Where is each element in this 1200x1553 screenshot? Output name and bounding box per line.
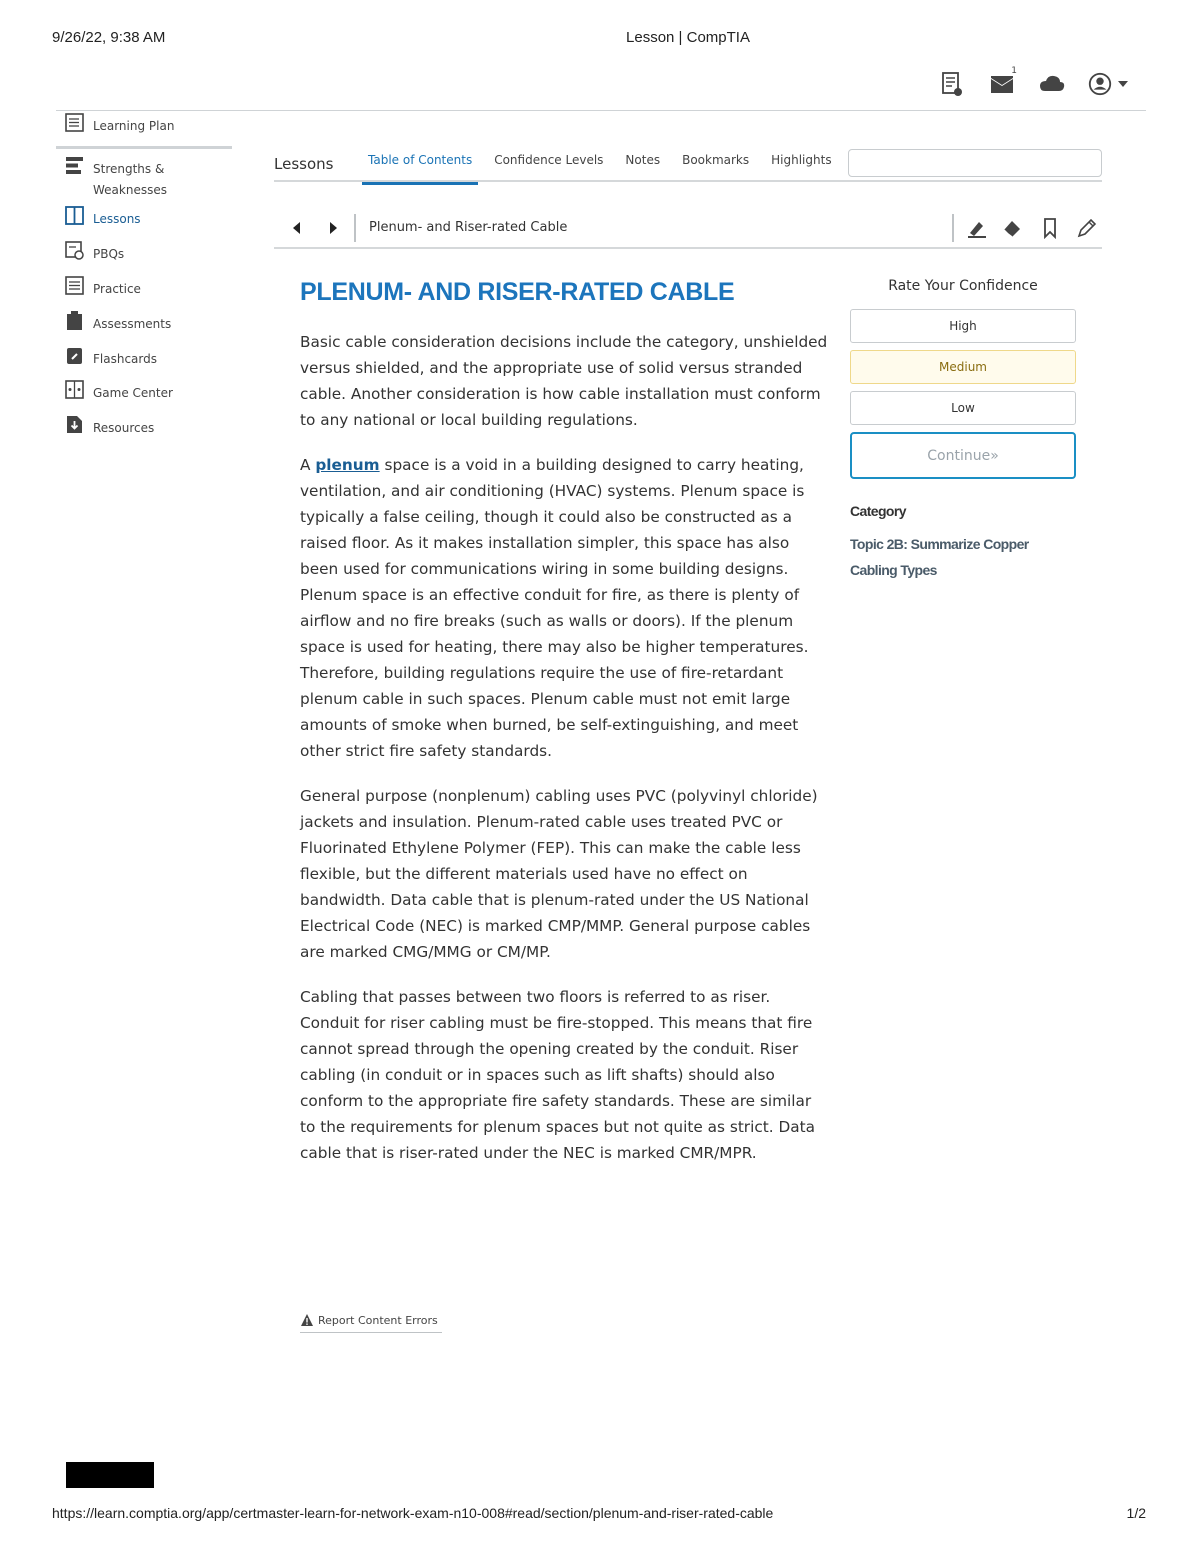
- note-tool[interactable]: [1074, 215, 1100, 241]
- sidebar-item-label: Flashcards: [93, 352, 157, 366]
- sidebar-item-practice[interactable]: [56, 275, 232, 300]
- print-page-number: 1/2: [1126, 1505, 1146, 1521]
- nav-divider-line: [274, 247, 1102, 249]
- tab-table-of-contents[interactable]: Table of Contents: [362, 150, 478, 185]
- article-paragraph: Basic cable consideration decisions include the category, unshielded versus shielded, and the appropriate use of solid versus stranded cable. Another consideration is how cable installation must conform to any national or local building regulations.: [300, 333, 828, 429]
- sidebar-item-resources[interactable]: [56, 414, 232, 439]
- print-page-title: Lesson | CompTIA: [626, 29, 750, 46]
- continue-button[interactable]: [850, 432, 1076, 479]
- pencil-icon: [1076, 217, 1098, 239]
- confidence-high-button[interactable]: High: [850, 309, 1076, 343]
- sidebar-item-label: Lessons: [93, 212, 141, 226]
- print-datetime: 9/26/22, 9:38 AM: [52, 29, 166, 46]
- confidence-low-button[interactable]: Low: [850, 391, 1076, 425]
- cloud-icon[interactable]: [1034, 66, 1070, 102]
- section-title: Lessons: [274, 155, 334, 173]
- warning-icon: [300, 1313, 314, 1327]
- highlight-tool[interactable]: [964, 215, 990, 241]
- book-icon: [64, 205, 85, 226]
- clipboard-icon: [64, 310, 85, 331]
- paragraph-text: space is a void in a building designed to carry heating, ventilation, and air conditioning (HVAC) systems. Plenum space is typically a false ceiling, though it could also be constructed as a raised floor. As it makes installation simpler, this space has also been used for communications wiring in some building designs. Plenum space is an effective conduit for fire, as there is plenty of airflow and no fire breaks (such as walls or doors). If the plenum space is used for heating, there may also be higher temperatures. Therefore, building regulations require the use of fire-retardant plenum cable in such spaces. Plenum cable must not emit large amounts of smoke when burned, be self-extinguishing, and meet other strict fire safety standards.: [300, 456, 809, 760]
- flashcard-icon: [64, 345, 85, 366]
- confidence-medium-button[interactable]: Medium: [850, 350, 1076, 384]
- tab-bookmarks[interactable]: Bookmarks: [682, 153, 750, 167]
- print-url: https://learn.comptia.org/app/certmaster-learn-for-network-exam-n10-008#read/section/plenum-and-riser-rated-cable: [52, 1505, 774, 1521]
- article-paragraph: Cabling that passes between two floors is referred to as riser. Conduit for riser cabling must be fire-stopped. This means that fire cannot spread through the opening created by the conduit. Riser cabling (in conduit or in spaces such as lift shafts) should also conform to the appropriate fire safety standards. These are similar to the requirements for plenum spaces but not quite as strict. Data cable that is riser-rated under the NEC is marked CMR/MPR.: [300, 988, 816, 1162]
- bookmark-tool[interactable]: [1037, 215, 1063, 241]
- lesson-article: [300, 278, 828, 1185]
- print-footer: [0, 1505, 1200, 1525]
- nav-divider: [952, 214, 954, 242]
- redaction-block: [66, 1462, 154, 1488]
- toolbar-divider: [56, 110, 1146, 111]
- tabs-divider: [274, 180, 1102, 182]
- sidebar-item-flashcards[interactable]: [56, 345, 232, 370]
- sidebar: [56, 112, 232, 439]
- learning-plan-icon: [64, 112, 85, 133]
- sidebar-item-pbqs[interactable]: [56, 240, 232, 265]
- pbq-icon: [64, 240, 85, 261]
- strengths-icon: [64, 155, 85, 176]
- article-paragraph: [300, 452, 828, 764]
- page-title: PLENUM- AND RISER-RATED CABLE: [300, 278, 735, 306]
- current-section-name: Plenum- and Riser-rated Cable: [369, 220, 568, 235]
- bookmark-icon: [1039, 217, 1061, 239]
- eraser-tool[interactable]: [999, 215, 1025, 241]
- sidebar-item-label: PBQs: [93, 247, 125, 261]
- highlighter-icon: [966, 217, 988, 239]
- search-input[interactable]: [848, 149, 1102, 177]
- sidebar-item-strengths[interactable]: [56, 155, 232, 201]
- confidence-title: Rate Your Confidence: [888, 278, 1038, 294]
- game-icon: [64, 379, 85, 400]
- article-paragraph: General purpose (nonplenum) cabling uses PVC (polyvinyl chloride) jackets and insulation. Plenum-rated cable uses treated PVC or Fluorinated Ethylene Polymer (FEP). This can make the cable less flexible, but the different materials used have no effect on bandwidth. Data cable that is plenum-rated under the US National Electrical Code (NEC) is marked CMP/MMP. General purpose cables are marked CMG/MMG or CM/MP.: [300, 787, 818, 961]
- nav-divider: [354, 214, 356, 242]
- sidebar-item-lessons[interactable]: [56, 205, 232, 230]
- tab-notes[interactable]: Notes: [625, 153, 661, 167]
- continue-label: Continue: [927, 447, 991, 464]
- lesson-nav: [274, 212, 1102, 246]
- tab-highlights[interactable]: Highlights: [771, 153, 832, 167]
- sidebar-item-label: Learning Plan: [93, 119, 175, 133]
- eraser-icon: [1001, 217, 1023, 239]
- download-icon: [64, 414, 85, 435]
- confidence-panel: [850, 278, 1076, 583]
- category-value[interactable]: Topic 2B: Summarize Copper Cabling Types: [850, 536, 1029, 578]
- sidebar-item-label: Assessments: [93, 317, 172, 331]
- next-button[interactable]: [324, 217, 344, 239]
- sidebar-item-learning-plan[interactable]: [56, 112, 232, 137]
- caret-down-icon: [1117, 78, 1129, 90]
- arrow-right-icon: [329, 221, 339, 235]
- report-card-icon[interactable]: [934, 66, 970, 102]
- top-toolbar: [934, 66, 1132, 102]
- tab-confidence-levels[interactable]: Confidence Levels: [494, 153, 604, 167]
- sidebar-item-game-center[interactable]: [56, 379, 232, 404]
- category-label: Category: [850, 503, 906, 519]
- mail-icon[interactable]: [984, 66, 1020, 102]
- user-icon[interactable]: [1084, 66, 1132, 102]
- report-content-errors-link[interactable]: [300, 1313, 442, 1333]
- paragraph-text: A: [300, 456, 316, 474]
- notification-count: 1: [1011, 66, 1017, 76]
- sidebar-item-label: Strengths & Weaknesses: [93, 162, 167, 197]
- double-chevron-right-icon: »: [990, 447, 999, 464]
- sidebar-item-label: Resources: [93, 421, 155, 435]
- sidebar-item-assessments[interactable]: [56, 310, 232, 335]
- glossary-link-plenum[interactable]: plenum: [315, 456, 380, 474]
- sidebar-item-label: Practice: [93, 282, 141, 296]
- practice-icon: [64, 275, 85, 296]
- print-header: [0, 29, 1200, 49]
- sidebar-divider: [56, 146, 232, 149]
- sidebar-item-label: Game Center: [93, 386, 173, 400]
- report-label: Report Content Errors: [318, 1313, 438, 1327]
- arrow-left-icon: [291, 221, 301, 235]
- previous-button[interactable]: [286, 217, 306, 239]
